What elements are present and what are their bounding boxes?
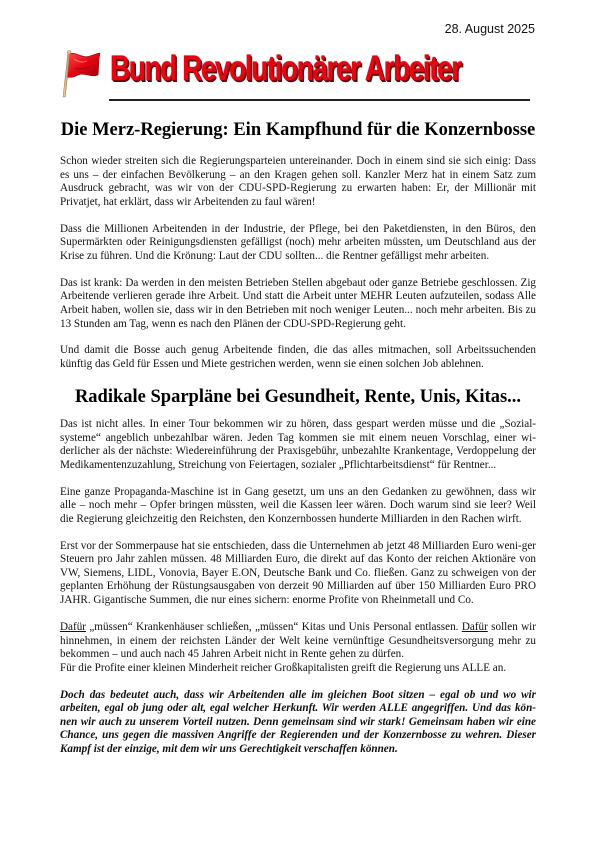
masthead bbox=[60, 48, 535, 96]
underlined-word: Dafür bbox=[461, 620, 488, 633]
paragraph: Und damit die Bosse auch genug Arbeitende finden, die das alles mitmachen, soll Arbeitssuchenden künftig das Geld für Essen und Miete gestrichen werden, wenn sie einen solchen Job ablehnen. bbox=[60, 344, 536, 371]
red-flag-icon bbox=[60, 50, 102, 98]
organization-name: Bund Revolutionärer Arbeiter bbox=[110, 49, 461, 88]
paragraph: Schon wieder streiten sich die Regierungsparteien untereinander. Doch in einem sind sie sich einig: Dass es uns – der einfachen Bevölkerung – an den Kragen gehen soll. Kanzler Merz hat in einem Satz zum Ausdruck gebracht, was wir von der CDU-SPD-Regierung zu erwarten haben: Er, der Millionär mit Privatjet, hat erklärt, dass wir Arbeitenden zu faul wären! bbox=[60, 155, 536, 208]
paragraph: Das ist nicht alles. In einer Tour bekommen wir zu hören, dass gespart werden müsse und die „Sozial-systeme“ angeblich unbezahlbar wären. Jeden Tag kommen sie mit einem neuen Vorschlag, einer wi-derlicher als der nächste: Wiedereinführung der Praxisgebühr, unbezahlte Krankentage, Verdoppelung der Medikamentenzuzahlung, Streichung von Feiertagen, sozialer „Pflichtarbeitsdienst“ für Rentner... bbox=[60, 417, 536, 471]
headline-main: Die Merz-Regierung: Ein Kampfhund für die Konzernbosse bbox=[60, 120, 536, 140]
paragraph bbox=[60, 621, 536, 662]
paragraph: Für die Profite einer kleinen Minderheit reicher Großkapitalisten greift die Regierung uns ALLE an. bbox=[60, 661, 507, 674]
masthead-divider bbox=[109, 99, 530, 101]
paragraph: Dass die Millionen Arbeitenden in der Industrie, der Pflege, bei den Paketdiensten, in den Büros, den Supermärkten oder Reinigungsdiensten gefälligst (noch) mehr arbeiten müssten, um Deutschland aus der Krise zu führen. Und die Krönung: Laut der CDU sollten... die Rentner gefälligst mehr arbeiten. bbox=[60, 222, 536, 262]
headline-secondary: Radikale Sparpläne bei Gesundheit, Rente, Unis, Kitas... bbox=[74, 386, 522, 407]
issue-date: 28. August 2025 bbox=[444, 22, 535, 36]
underlined-word: Dafür bbox=[60, 620, 86, 633]
paragraph: Erst vor der Sommerpause hat sie entschieden, dass die Unternehmen ab jetzt 48 Milliarden Euro weni-ger Steuern pro Jahr zahlen müssen. 48 Milliarden Euro, die direkt auf das Konto der reichen Aktionäre von VW, Siemens, LIDL, Vonovia, Bayer E.ON, Deutsche Bank und Co. fließen. Ganz zu schweigen von der geplanten Erhöhung der Rüstungsausgaben von derzeit 90 Milliarden auf über 150 Milliarden Euro PRO JAHR. Gigantische Summen, die nur eines sichern: enorme Profite von Rheinmetall und Co. bbox=[60, 539, 536, 607]
paragraph-text: sollen wir hinnehmen, in einem der reichsten Länder der Welt keine vernünftige Gesundheitsversorgung mehr zu bekommen – und auch nach 45 Jahren Arbeit nicht in Rente gehen zu dürfen. bbox=[60, 620, 536, 661]
paragraph: Eine ganze Propaganda-Maschine ist in Gang gesetzt, um uns an den Gedanken zu gewöhnen, dass wir alle – noch mehr – Opfer bringen müssten, weil die Kassen leer wären. Doch warum sind sie leer? Weil die Regierung gleichzeitig den Reichsten, den Konzernbossen hunderte Milliarden in den Rachen wirft. bbox=[60, 485, 536, 525]
article bbox=[60, 118, 536, 770]
paragraph-text: „müssen“ Krankenhäuser schließen, „müssen“ Kitas und Unis Personal entlassen. bbox=[85, 620, 462, 633]
paragraph: Das ist krank: Da werden in den meisten Betrieben Stellen abgebaut oder ganze Betriebe geschlossen. Zig Arbeitende verlieren gerade ihre Arbeit. Und statt die Arbeit unter MEHR Leuten aufzuteilen, sodass Alle Arbeit haben, wollen sie, dass wir in den Betrieben mit noch weniger Leuten... noch mehr arbeiten. Bis zu 13 Stunden am Tag, wenn es nach den Plänen der CDU-SPD-Regierung geht. bbox=[60, 276, 536, 330]
closing-statement: Doch das bedeutet auch, dass wir Arbeitenden alle im gleichen Boot sitzen – egal ob und wo wir arbeiten, egal ob jung oder alt, egal welcher Herkunft. Wir werden ALLE angegriffen. Und das kön-nen wir auch zu unserem Vorteil nutzen. Denn gemeinsam sind wir stark! Gemeinsam haben wir eine Chance, uns gegen die massiven Angriffe der Regierenden und der Konzernbosse zu wehren. Dieser Kampf ist der einzige, mit dem wir uns Gerechtigkeit verschaffen können. bbox=[60, 688, 536, 755]
